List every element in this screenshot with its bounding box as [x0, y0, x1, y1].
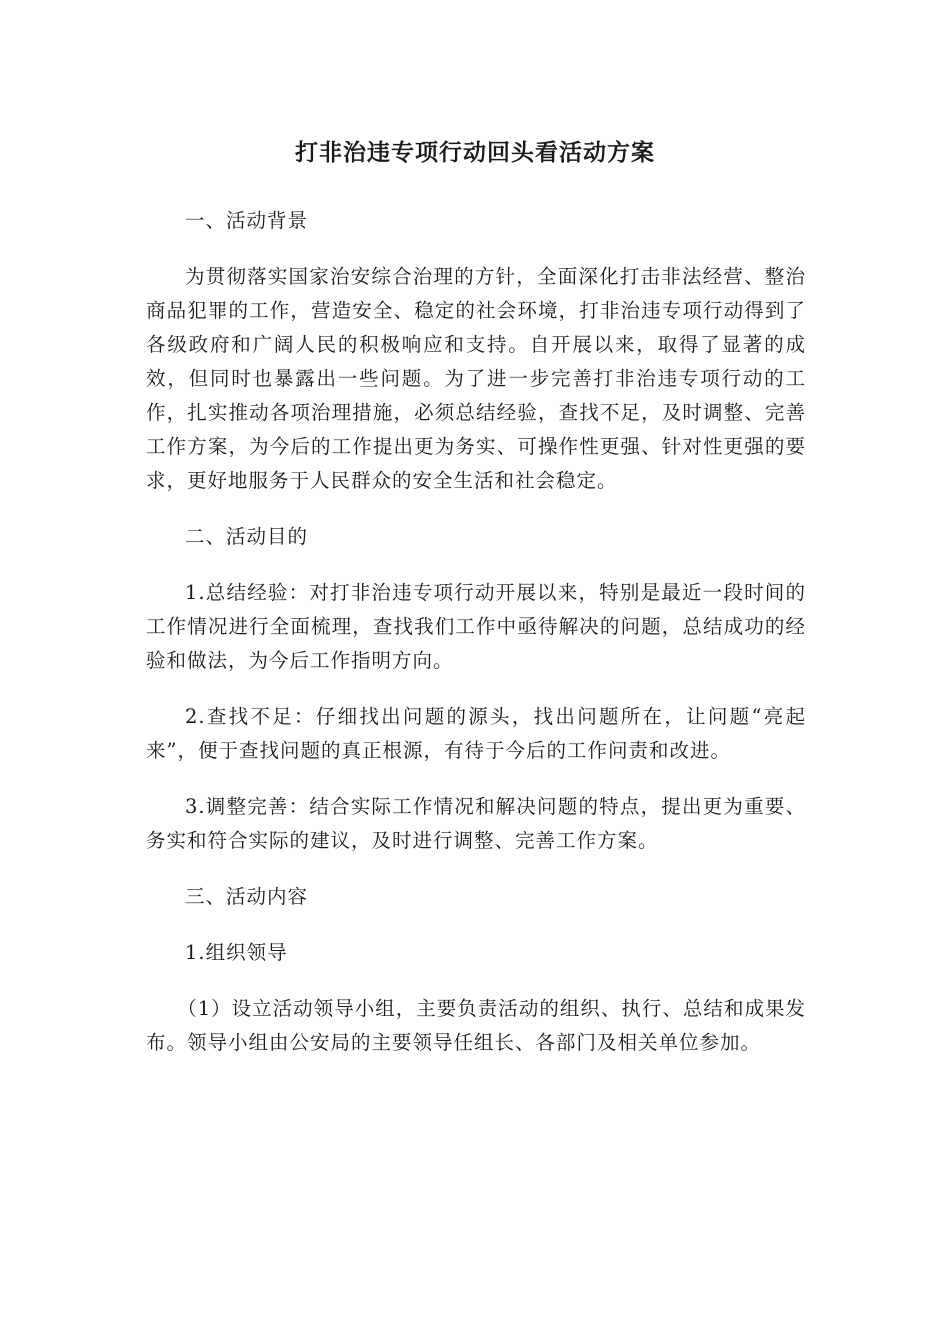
- purpose-item-adjust: 3.调整完善：结合实际工作情况和解决问题的特点，提出更为重要、务实和符合实际的建议，及时进行调整、完善工作方案。: [146, 795, 806, 852]
- document-title: 打非治违专项行动回头看活动方案: [295, 140, 655, 166]
- organization-item-1: （1）设立活动领导小组，主要负责活动的组织、执行、总结和成果发布。领导小组由公安局的主要领导任组长、各部门及相关单位参加。: [146, 997, 806, 1054]
- section-heading-purpose: 二、活动目的: [185, 525, 309, 548]
- background-paragraph: 为贯彻落实国家治安综合治理的方针，全面深化打击非法经营、整治商品犯罪的工作，营造安全、稳定的社会环境，打非治违专项行动得到了各级政府和广阔人民的积极响应和支持。自开展以来，取得了显著的成效，但同时也暴露出一些问题。为了进一步完善打非治违专项行动的工作，扎实推动各项治理措施，必须总结经验，查找不足，及时调整、完善工作方案，为今后的工作提出更为务实、可操作性更强、针对性更强的要求，更好地服务于人民群众的安全生活和社会稳定。: [146, 265, 806, 492]
- purpose-item-summary: 1.总结经验：对打非治违专项行动开展以来，特别是最近一段时间的工作情况进行全面梳理，查找我们工作中亟待解决的问题，总结成功的经验和做法，为今后工作指明方向。: [146, 581, 806, 672]
- section-heading-background: 一、活动背景: [185, 209, 309, 232]
- purpose-item-find-shortcomings: 2.查找不足：仔细找出问题的源头，找出问题所在，让问题“亮起来”，便于查找问题的真正根源，有待于今后的工作问责和改进。: [146, 705, 806, 762]
- subheading-organization: 1.组织领导: [185, 941, 288, 964]
- section-heading-content: 三、活动内容: [185, 885, 309, 908]
- document-body: [146, 204, 806, 1082]
